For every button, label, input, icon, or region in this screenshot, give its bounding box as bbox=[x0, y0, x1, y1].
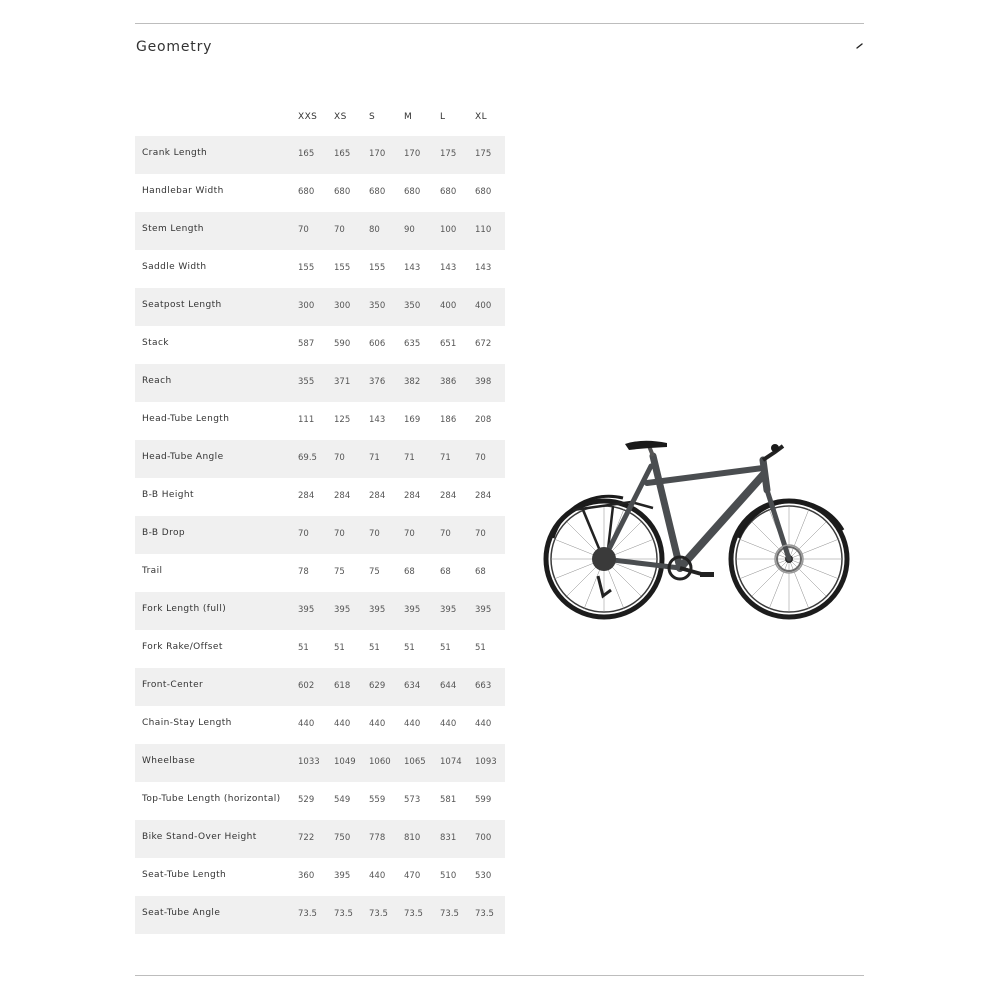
table-cell: 587 bbox=[298, 339, 315, 349]
table-cell: 1033 bbox=[298, 757, 320, 767]
table-cell: 680 bbox=[369, 187, 386, 197]
table-row bbox=[135, 744, 505, 782]
table-cell: 680 bbox=[440, 187, 457, 197]
table-cell: 440 bbox=[369, 719, 386, 729]
table-cell: 70 bbox=[298, 225, 309, 235]
table-cell: 169 bbox=[404, 415, 421, 425]
table-cell: 73.5 bbox=[298, 909, 317, 919]
row-label: Head-Tube Length bbox=[142, 414, 230, 424]
table-cell: 284 bbox=[369, 491, 386, 501]
table-cell: 71 bbox=[440, 453, 451, 463]
row-label: Front-Center bbox=[142, 680, 204, 690]
table-cell: 382 bbox=[404, 377, 421, 387]
table-cell: 70 bbox=[475, 529, 486, 539]
row-label: Handlebar Width bbox=[142, 186, 224, 196]
table-cell: 165 bbox=[334, 149, 351, 159]
table-cell: 208 bbox=[475, 415, 492, 425]
table-cell: 284 bbox=[334, 491, 351, 501]
table-cell: 186 bbox=[440, 415, 457, 425]
row-label: Head-Tube Angle bbox=[142, 452, 224, 462]
table-cell: 680 bbox=[298, 187, 315, 197]
table-cell: 68 bbox=[440, 567, 451, 577]
table-cell: 51 bbox=[298, 643, 309, 653]
size-header: S bbox=[369, 112, 376, 122]
table-cell: 663 bbox=[475, 681, 492, 691]
table-cell: 440 bbox=[475, 719, 492, 729]
table-cell: 360 bbox=[298, 871, 315, 881]
table-cell: 602 bbox=[298, 681, 315, 691]
table-cell: 590 bbox=[334, 339, 351, 349]
table-cell: 680 bbox=[334, 187, 351, 197]
bike-image bbox=[543, 438, 853, 623]
table-cell: 75 bbox=[369, 567, 380, 577]
table-cell: 143 bbox=[475, 263, 492, 273]
table-cell: 606 bbox=[369, 339, 386, 349]
table-cell: 73.5 bbox=[475, 909, 494, 919]
table-cell: 573 bbox=[404, 795, 421, 805]
row-label: Seat-Tube Length bbox=[142, 870, 227, 880]
table-row bbox=[135, 706, 505, 744]
table-cell: 80 bbox=[369, 225, 380, 235]
chevron-up-icon[interactable] bbox=[856, 42, 864, 50]
table-row bbox=[135, 668, 505, 706]
table-cell: 350 bbox=[369, 301, 386, 311]
table-cell: 680 bbox=[475, 187, 492, 197]
table-cell: 175 bbox=[440, 149, 457, 159]
table-cell: 1065 bbox=[404, 757, 426, 767]
table-cell: 470 bbox=[404, 871, 421, 881]
table-cell: 395 bbox=[404, 605, 421, 615]
table-cell: 440 bbox=[404, 719, 421, 729]
table-cell: 371 bbox=[334, 377, 351, 387]
table-cell: 559 bbox=[369, 795, 386, 805]
table-cell: 680 bbox=[404, 187, 421, 197]
table-cell: 75 bbox=[334, 567, 345, 577]
row-label: Seat-Tube Angle bbox=[142, 908, 221, 918]
table-row bbox=[135, 478, 505, 516]
geometry-table bbox=[135, 98, 505, 934]
table-cell: 71 bbox=[404, 453, 415, 463]
row-label: Top-Tube Length (horizontal) bbox=[142, 794, 281, 804]
table-row bbox=[135, 364, 505, 402]
row-label: B-B Height bbox=[142, 490, 194, 500]
table-cell: 350 bbox=[404, 301, 421, 311]
table-cell: 386 bbox=[440, 377, 457, 387]
row-label: Reach bbox=[142, 376, 172, 386]
table-cell: 629 bbox=[369, 681, 386, 691]
table-cell: 400 bbox=[475, 301, 492, 311]
table-cell: 1049 bbox=[334, 757, 356, 767]
table-cell: 125 bbox=[334, 415, 351, 425]
table-cell: 170 bbox=[369, 149, 386, 159]
table-cell: 529 bbox=[298, 795, 315, 805]
table-cell: 440 bbox=[298, 719, 315, 729]
table-cell: 395 bbox=[298, 605, 315, 615]
table-cell: 73.5 bbox=[404, 909, 423, 919]
table-cell: 440 bbox=[369, 871, 386, 881]
table-cell: 143 bbox=[440, 263, 457, 273]
table-cell: 635 bbox=[404, 339, 421, 349]
table-cell: 70 bbox=[298, 529, 309, 539]
row-label: Chain-Stay Length bbox=[142, 718, 232, 728]
table-cell: 599 bbox=[475, 795, 492, 805]
table-cell: 1060 bbox=[369, 757, 391, 767]
table-cell: 395 bbox=[369, 605, 386, 615]
row-label: Saddle Width bbox=[142, 262, 207, 272]
table-cell: 651 bbox=[440, 339, 457, 349]
table-cell: 69.5 bbox=[298, 453, 317, 463]
table-row bbox=[135, 402, 505, 440]
section-title: Geometry bbox=[136, 39, 213, 55]
table-cell: 376 bbox=[369, 377, 386, 387]
table-cell: 618 bbox=[334, 681, 351, 691]
table-cell: 1093 bbox=[475, 757, 497, 767]
row-label: Crank Length bbox=[142, 148, 208, 158]
row-label: Stem Length bbox=[142, 224, 204, 234]
table-cell: 68 bbox=[475, 567, 486, 577]
table-cell: 51 bbox=[440, 643, 451, 653]
row-label: Fork Rake/Offset bbox=[142, 642, 223, 652]
table-cell: 51 bbox=[369, 643, 380, 653]
table-cell: 73.5 bbox=[369, 909, 388, 919]
table-cell: 155 bbox=[369, 263, 386, 273]
table-cell: 355 bbox=[298, 377, 315, 387]
table-cell: 175 bbox=[475, 149, 492, 159]
table-cell: 70 bbox=[334, 225, 345, 235]
table-row bbox=[135, 136, 505, 174]
table-row bbox=[135, 858, 505, 896]
table-cell: 284 bbox=[475, 491, 492, 501]
table-cell: 750 bbox=[334, 833, 351, 843]
table-cell: 284 bbox=[298, 491, 315, 501]
table-cell: 165 bbox=[298, 149, 315, 159]
size-header: XXS bbox=[298, 112, 318, 122]
table-cell: 71 bbox=[369, 453, 380, 463]
table-cell: 70 bbox=[475, 453, 486, 463]
table-row bbox=[135, 174, 505, 212]
table-cell: 73.5 bbox=[334, 909, 353, 919]
table-cell: 581 bbox=[440, 795, 457, 805]
table-cell: 395 bbox=[475, 605, 492, 615]
table-cell: 1074 bbox=[440, 757, 462, 767]
table-cell: 68 bbox=[404, 567, 415, 577]
table-cell: 90 bbox=[404, 225, 415, 235]
table-header bbox=[135, 98, 505, 136]
table-cell: 395 bbox=[334, 605, 351, 615]
table-cell: 111 bbox=[298, 415, 315, 425]
table-cell: 155 bbox=[298, 263, 315, 273]
table-cell: 70 bbox=[334, 529, 345, 539]
table-cell: 51 bbox=[404, 643, 415, 653]
table-cell: 549 bbox=[334, 795, 351, 805]
row-label: Bike Stand-Over Height bbox=[142, 832, 257, 842]
geometry-section-header[interactable] bbox=[135, 36, 864, 62]
table-cell: 634 bbox=[404, 681, 421, 691]
table-cell: 810 bbox=[404, 833, 421, 843]
table-cell: 284 bbox=[440, 491, 457, 501]
size-header: XL bbox=[475, 112, 487, 122]
table-cell: 831 bbox=[440, 833, 457, 843]
bottom-divider bbox=[135, 975, 864, 976]
row-label: Trail bbox=[142, 566, 163, 576]
table-row bbox=[135, 288, 505, 326]
table-cell: 778 bbox=[369, 833, 386, 843]
table-cell: 51 bbox=[475, 643, 486, 653]
table-cell: 300 bbox=[298, 301, 315, 311]
table-cell: 644 bbox=[440, 681, 457, 691]
table-row bbox=[135, 554, 505, 592]
row-label: Fork Length (full) bbox=[142, 604, 227, 614]
row-label: Stack bbox=[142, 338, 169, 348]
table-cell: 398 bbox=[475, 377, 492, 387]
table-row bbox=[135, 212, 505, 250]
table-cell: 400 bbox=[440, 301, 457, 311]
table-cell: 70 bbox=[334, 453, 345, 463]
table-cell: 170 bbox=[404, 149, 421, 159]
table-row bbox=[135, 326, 505, 364]
table-cell: 73.5 bbox=[440, 909, 459, 919]
table-row bbox=[135, 440, 505, 478]
table-row bbox=[135, 516, 505, 554]
table-row bbox=[135, 820, 505, 858]
size-header: XS bbox=[334, 112, 347, 122]
table-cell: 143 bbox=[404, 263, 421, 273]
table-cell: 722 bbox=[298, 833, 315, 843]
table-cell: 510 bbox=[440, 871, 457, 881]
table-row bbox=[135, 592, 505, 630]
table-cell: 155 bbox=[334, 263, 351, 273]
table-cell: 672 bbox=[475, 339, 492, 349]
table-cell: 440 bbox=[334, 719, 351, 729]
table-cell: 700 bbox=[475, 833, 492, 843]
table-cell: 100 bbox=[440, 225, 457, 235]
table-row bbox=[135, 250, 505, 288]
table-cell: 395 bbox=[334, 871, 351, 881]
table-cell: 284 bbox=[404, 491, 421, 501]
row-label: Wheelbase bbox=[142, 756, 196, 766]
size-header: L bbox=[440, 112, 446, 122]
table-cell: 110 bbox=[475, 225, 492, 235]
table-row bbox=[135, 630, 505, 668]
table-cell: 70 bbox=[369, 529, 380, 539]
row-label: Seatpost Length bbox=[142, 300, 222, 310]
table-row bbox=[135, 896, 505, 934]
table-body bbox=[135, 136, 505, 934]
row-label: B-B Drop bbox=[142, 528, 185, 538]
table-cell: 395 bbox=[440, 605, 457, 615]
size-header: M bbox=[404, 112, 413, 122]
table-cell: 78 bbox=[298, 567, 309, 577]
table-cell: 70 bbox=[404, 529, 415, 539]
table-cell: 530 bbox=[475, 871, 492, 881]
table-row bbox=[135, 782, 505, 820]
table-cell: 70 bbox=[440, 529, 451, 539]
table-cell: 143 bbox=[369, 415, 386, 425]
table-cell: 51 bbox=[334, 643, 345, 653]
top-divider bbox=[135, 23, 864, 24]
table-cell: 440 bbox=[440, 719, 457, 729]
table-cell: 300 bbox=[334, 301, 351, 311]
